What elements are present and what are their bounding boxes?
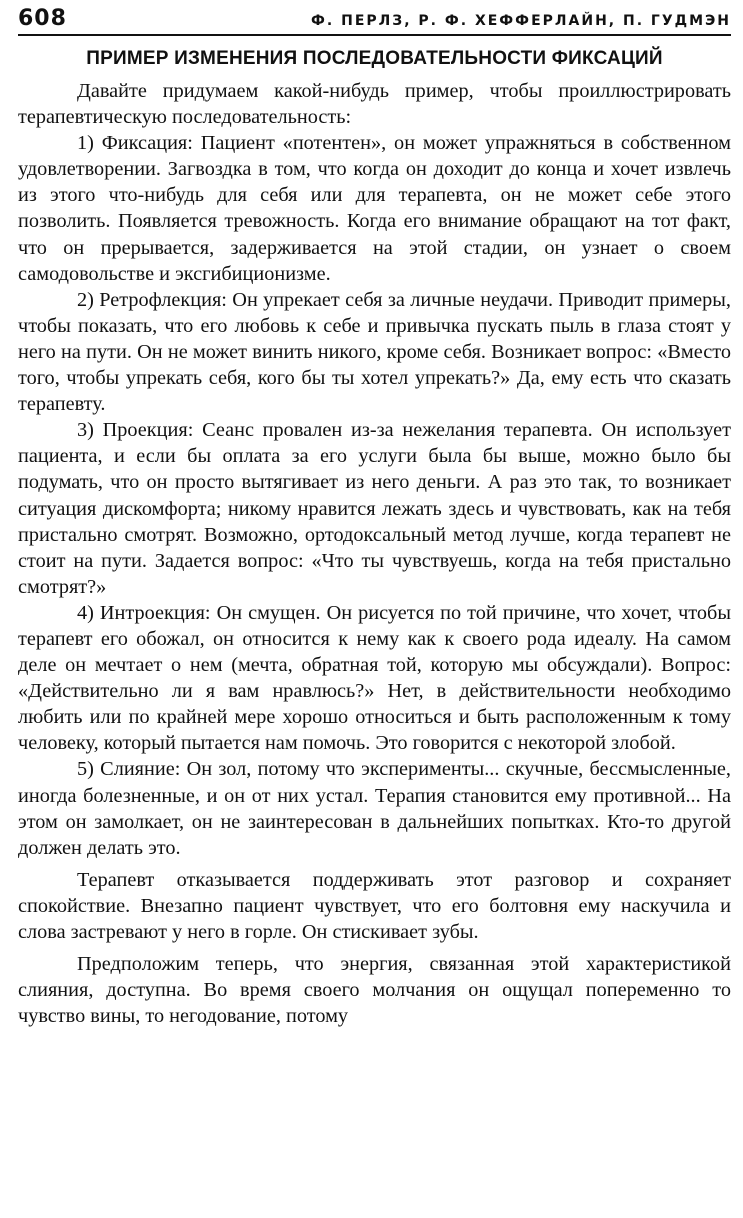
paragraph-introjection: 4) Интроекция: Он смущен. Он рисуется по той причине, что хочет, чтобы терапевт его обожал, он относится к нему как к своего рода идеалу. На самом деле он мечтает о нем (мечта, обратная той, которую мы обсуждали). Вопрос: «Действительно ли я вам нравлюсь?» Нет, в действительности необходимо любить или по крайней мере хорошо относиться и быть расположенным к тому человеку, который пытается нам помочь. Это говорится с некоторой злобой. [18, 601, 731, 755]
paragraph-retroflection: 2) Ретрофлекция: Он упрекает себя за личные неудачи. Приводит примеры, чтобы показать, что его любовь к себе и привычка пускать пыль в глаза стоят у него на пути. Он не может винить никого, кроме себя. Возникает вопрос: «Вместо того, чтобы упрекать себя, кого бы ты хотел упрекать?» Да, ему есть что сказать терапевту. [18, 288, 731, 416]
body-text [18, 78, 731, 1029]
paragraph-projection: 3) Проекция: Сеанс провален из-за нежелания терапевта. Он использует пациента, и если бы оплата за его услуги была бы выше, можно было бы подумать, что он просто вытягивает из него деньги. А раз это так, то возникает ситуация дискомфорта; никому нравится лежать здесь и чувствовать, как на тебя пристально смотрят. Возможно, ортодоксальный метод лучше, когда терапевт не стоит на пути. Задается вопрос: «Что ты чувствуешь, когда на тебя пристально смотрят?» [18, 419, 731, 598]
paragraph-intro: Давайте придумаем какой-нибудь пример, чтобы проиллюстрировать терапевтическую последовательность: [18, 80, 731, 129]
paragraph-therapist: Терапевт отказывается поддерживать этот разговор и сохраняет спокойствие. Внезапно пациент чувствует, что его болтовня ему наскучила и слова застревают у него в горле. Он стискивает зубы. [18, 868, 731, 943]
paragraph-confluence: 5) Слияние: Он зол, потому что эксперименты... скучные, бессмысленные, иногда болезненные, и он от них устал. Терапия становится ему противной... На этом он замолкает, он не заинтересован в дальнейших попытках. Кто-то другой должен делать это. [18, 758, 731, 859]
running-title: Ф. ПЕРЛЗ, Р. Ф. ХЕФФЕРЛАЙН, П. ГУДМЭН [311, 13, 731, 29]
paragraph-fixation: 1) Фиксация: Пациент «потентен», он может упражняться в собственном удовлетворении. Загвоздка в том, что когда он доходит до конца и хочет извлечь из этого что-нибудь для себя или для терапевта, он не может себе этого позволить. Появляется тревожность. Когда его внимание обращают на тот факт, что он прерывается, задерживается на этой стадии, он узнает о своем самодовольстве и эксгибиционизме. [18, 132, 731, 285]
book-page [18, 6, 731, 1029]
page-number: 608 [18, 6, 67, 31]
paragraph-energy: Предположим теперь, что энергия, связанная этой характеристикой слияния, доступна. Во время своего молчания он ощущал попеременно то чувство вины, то негодование, потому [18, 953, 731, 1028]
running-header [18, 6, 731, 36]
section-title: ПРИМЕР ИЗМЕНЕНИЯ ПОСЛЕДОВАТЕЛЬНОСТИ ФИКСАЦИЙ [86, 48, 663, 69]
